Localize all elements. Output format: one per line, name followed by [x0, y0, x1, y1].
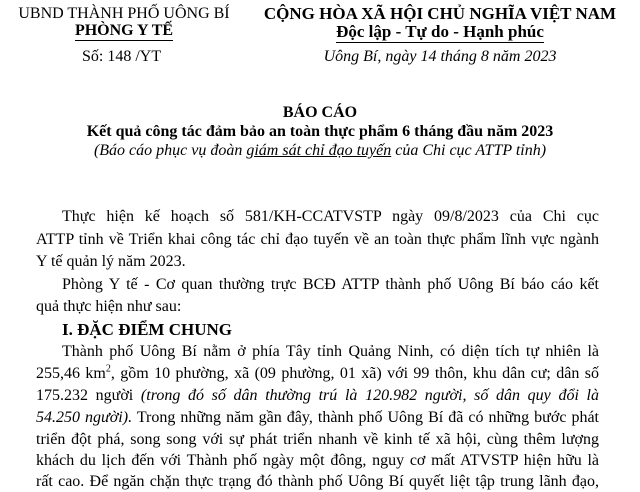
paragraph-2-line-2: quả thực hiện như sau:	[36, 298, 182, 315]
document-note: (Báo cáo phục vụ đoàn giám sát chỉ đạo tuyến của Chi cục ATTP tỉnh)	[93, 142, 547, 159]
issuing-department: PHÒNG Y TẾ	[74, 22, 174, 39]
issuing-authority: UBND THÀNH PHỐ UÔNG BÍ	[18, 5, 230, 22]
national-motto: Độc lập - Tự do - Hạnh phúc	[336, 22, 544, 41]
paragraph-3-line-5: triển đột phá, song song với sự phát triển nhanh về kinh tế xã hội, cùng thêm lượng	[36, 431, 599, 448]
document-title: BÁO CÁO	[282, 104, 358, 121]
paragraph-1-line-3: Y tế quản lý năm 2023.	[36, 253, 186, 270]
national-title: CỘNG HÒA XÃ HỘI CHỦ NGHĨA VIỆT NAM	[263, 4, 617, 23]
paragraph-3-line-7: rất cao. Để ngăn chặn thực trạng đó thành phố Uông Bí quyết liệt tập trung lãnh đạo,	[36, 473, 599, 490]
paragraph-2-line-1: Phòng Y tế - Cơ quan thường trực BCĐ ATTP thành phố Uông Bí báo cáo kết	[62, 276, 599, 293]
document-number: Số: 148 /YT	[82, 48, 162, 65]
document-subtitle: Kết quả công tác đảm bảo an toàn thực phẩm 6 tháng đầu năm 2023	[86, 123, 554, 140]
paragraph-3-line-6: khách du lịch đến với Thành phố ngày một đông, nguy cơ mất ATVSTP hiện hữu là	[36, 452, 599, 469]
paragraph-1-line-2: ATTP tỉnh về Triển khai công tác chỉ đạo tuyến về an toàn thực phẩm lĩnh vực ngành	[36, 231, 599, 248]
document-date: Uông Bí, ngày 14 tháng 8 năm 2023	[323, 48, 557, 65]
section-heading: I. ĐẶC ĐIỂM CHUNG	[62, 320, 232, 339]
paragraph-3-line-3: 175.232 người (trong đó số dân thường trú là 120.982 người, số dân quy đổi là	[36, 387, 600, 404]
paragraph-3-line-1: Thành phố Uông Bí nằm ở phía Tây tỉnh Quảng Ninh, có diện tích tự nhiên là	[62, 343, 599, 360]
paragraph-1-line-1: Thực hiện kế hoạch số 581/KH-CCATVSTP ngày 09/8/2023 của Chi cục	[62, 208, 599, 225]
paragraph-3-line-2: 255,46 $km^2$, gồm 10 phường, xã (09 phường, 01 xã) với 99 thôn, khu dân cư; dân số	[36, 363, 599, 382]
paragraph-3-line-4: 54.250 người). Trong những năm gần đây, thành phố Uông Bí đã có những bước phát	[36, 409, 599, 426]
